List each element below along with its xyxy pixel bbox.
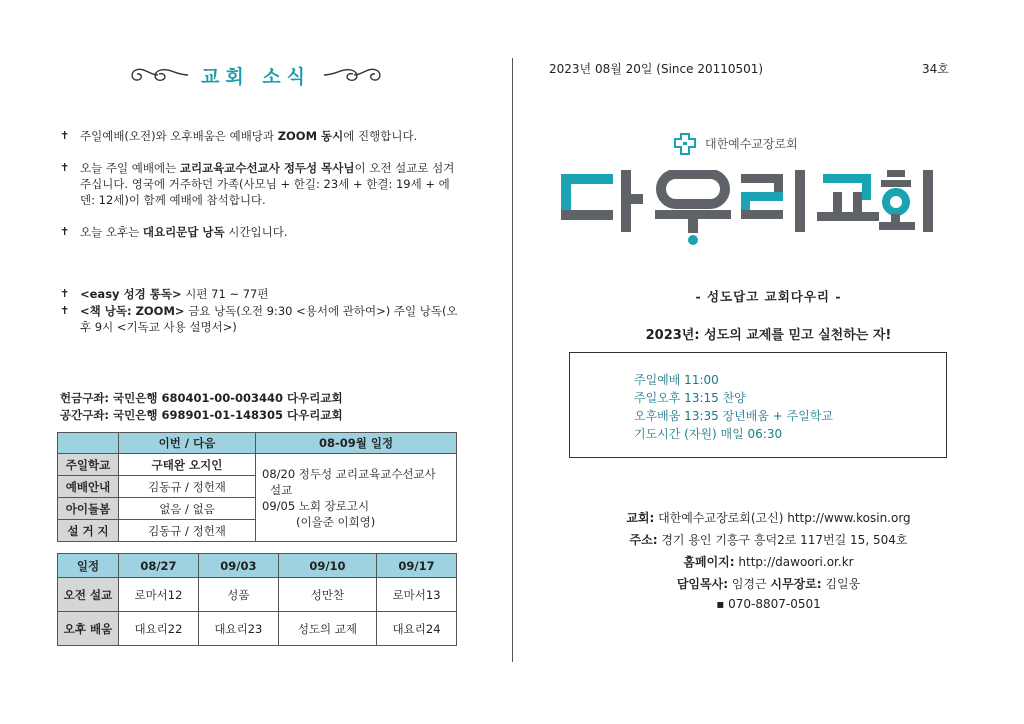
duty-value: 구태완 오지인 bbox=[119, 454, 256, 476]
schedule-cell: 08/20 정두성 교리교육교수선교사 설교 09/05 노회 장로고시 (이을준 이희영) bbox=[256, 454, 457, 542]
duty-corner-cell bbox=[58, 433, 119, 454]
address-info: 주소: 경기 용인 기흥구 흥덕2로 117번길 15, 504호 bbox=[629, 533, 908, 547]
news-item: ✝ 오늘 주일 예배에는 교리교육교수선교사 정두성 목사님이 오전 설교로 섬겨 주십니다. 영국에 거주하던 가족(사모님 + 한길: 23세 + 한결: 19세 + 에덴: 12세)이 함께 예배에 참석합니다. bbox=[60, 161, 455, 207]
sermon-date: 09/10 bbox=[278, 554, 376, 578]
news-header bbox=[128, 60, 384, 94]
duty-col-header: 이번 / 다음 bbox=[119, 433, 256, 454]
sermon-date: 08/27 bbox=[119, 554, 199, 578]
sermon-cell: 로마서12 bbox=[119, 578, 199, 612]
church-info: 교회: 대한예수교장로회(고신) http://www.kosin.org bbox=[626, 511, 911, 525]
left-flourish-icon bbox=[128, 64, 190, 86]
denomination-text: 대한예수교장로회 bbox=[705, 137, 798, 151]
service-line: 주일예배 11:00 bbox=[634, 373, 719, 387]
sermon-row-label: 오전 설교 bbox=[58, 578, 119, 612]
cross-bullet-icon: ✝ bbox=[60, 161, 70, 174]
sermon-cell: 대요리22 bbox=[119, 612, 199, 646]
sermon-cell: 로마서13 bbox=[377, 578, 457, 612]
service-line: 오후배움 13:35 장년배움 + 주일학교 bbox=[634, 409, 833, 423]
news-title: 교회 소식 bbox=[200, 66, 312, 88]
offering-account: 헌금구좌: 국민은행 680401-00-003440 다우리교회 bbox=[60, 391, 343, 405]
yearly-theme: 2023년: 성도의 교제를 믿고 실천하는 자! bbox=[645, 328, 892, 343]
date-line: 2023년 08월 20일 (Since 20110501) bbox=[549, 62, 764, 76]
sermon-cell: 성도의 교제 bbox=[278, 612, 376, 646]
sermon-row-label: 오후 배움 bbox=[58, 612, 119, 646]
right-flourish-icon bbox=[322, 64, 384, 86]
cross-bullet-icon: ✝ bbox=[60, 225, 70, 238]
cross-bullet-icon: ✝ bbox=[60, 287, 70, 300]
homepage-info: 홈페이지: http://dawoori.or.kr bbox=[683, 555, 854, 569]
news-item: ✝ <easy 성경 통독> 시편 71 ~ 77편 bbox=[60, 287, 269, 301]
duty-label: 주일학교 bbox=[58, 454, 119, 476]
space-account: 공간구좌: 국민은행 698901-01-148305 다우리교회 bbox=[60, 408, 343, 422]
sermon-header-label: 일정 bbox=[58, 554, 119, 578]
cross-bullet-icon: ✝ bbox=[60, 129, 70, 142]
bank-accounts bbox=[60, 390, 343, 424]
news-item: ✝ <책 낭독: ZOOM> 금요 낭독(오전 9:30 <용서에 관하여>) 주일 낭독(오후 9시 <기독교 사용 설명서>) bbox=[60, 304, 458, 334]
duty-label: 예배안내 bbox=[58, 476, 119, 498]
news-item: ✝ 오늘 오후는 대요리문답 낭독 시간입니다. bbox=[60, 225, 288, 239]
homepage-link: http://dawoori.or.kr bbox=[734, 555, 854, 569]
duty-label: 설 거 지 bbox=[58, 520, 119, 542]
sermon-cell: 대요리23 bbox=[198, 612, 278, 646]
schedule-header: 08-09월 일정 bbox=[256, 433, 457, 454]
right-page bbox=[513, 0, 1024, 724]
duty-value: 김동규 / 정헌재 bbox=[119, 476, 256, 498]
sermon-date: 09/03 bbox=[198, 554, 278, 578]
service-line: 주일오후 13:15 찬양 bbox=[634, 391, 746, 405]
sermon-cell: 대요리24 bbox=[377, 612, 457, 646]
church-logo-wordmark bbox=[561, 170, 939, 248]
phone-number: ▪ 070-8807-0501 bbox=[716, 597, 821, 611]
motto: - 성도답고 교회다우리 - bbox=[695, 289, 842, 304]
pastor-info: 담임목사: 임경근 시무장로: 김일웅 bbox=[676, 577, 861, 591]
sermon-date: 09/17 bbox=[377, 554, 457, 578]
service-line: 기도시간 (자원) 매일 06:30 bbox=[634, 427, 783, 441]
sermon-cell: 성품 bbox=[198, 578, 278, 612]
issue-number: 34호 bbox=[922, 62, 949, 76]
sermon-cell: 성만찬 bbox=[278, 578, 376, 612]
duty-value: 없음 / 없음 bbox=[119, 498, 256, 520]
duty-value: 김동규 / 정헌재 bbox=[119, 520, 256, 542]
duty-label: 아이돌봄 bbox=[58, 498, 119, 520]
cross-logo-icon bbox=[673, 133, 697, 155]
duty-table bbox=[57, 432, 457, 542]
sermon-table bbox=[57, 553, 457, 646]
cross-bullet-icon: ✝ bbox=[60, 304, 70, 317]
news-item: ✝ 주일예배(오전)와 오후배움은 예배당과 ZOOM 동시에 진행합니다. bbox=[60, 129, 418, 143]
service-times-box bbox=[569, 352, 947, 458]
